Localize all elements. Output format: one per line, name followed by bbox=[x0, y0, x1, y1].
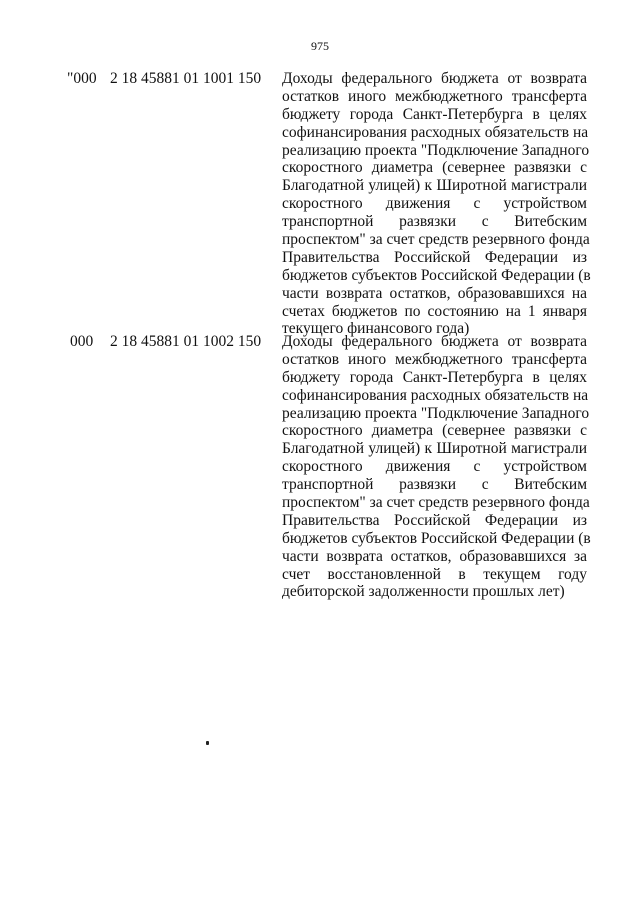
description-line: софинансирования расходных обязательств на bbox=[282, 123, 589, 141]
description-line: бюджетов субъектов Российской Федерации (в bbox=[282, 529, 591, 547]
description-line: Правительства Российской Федерации из bbox=[282, 511, 587, 529]
scan-speck bbox=[206, 741, 209, 745]
description-line: Благодатной улицей) к Широтной магистрали bbox=[282, 177, 587, 195]
description-line: скоростного диаметра (севернее развязки с bbox=[282, 422, 587, 440]
description-line: реализацию проекта "Подключение Западного bbox=[282, 141, 590, 159]
description-line: остатков иного межбюджетного трансферта bbox=[282, 350, 587, 368]
description-line: бюджетов субъектов Российской Федерации (в bbox=[282, 266, 591, 284]
administrator-code: "000 bbox=[67, 70, 97, 87]
description-line: скоростного движения с устройством bbox=[282, 195, 587, 213]
income-description bbox=[282, 70, 591, 338]
description-line: софинансирования расходных обязательств на bbox=[282, 386, 589, 404]
description-line: Правительства Российской Федерации из bbox=[282, 248, 587, 266]
description-line: Доходы федерального бюджета от возврата bbox=[282, 70, 587, 87]
description-line: транспортной развязки с Витебским bbox=[282, 213, 587, 231]
description-line: проспектом" за счет средств резервного фонда bbox=[282, 231, 590, 249]
budget-classification-code: 2 18 45881 01 1001 150 bbox=[110, 70, 262, 87]
description-line: остатков иного межбюджетного трансферта bbox=[282, 87, 587, 105]
description-line: Доходы федерального бюджета от возврата bbox=[282, 333, 587, 350]
description-line: счет восстановленной в текущем году bbox=[282, 565, 587, 583]
description-line: части возврата остатков, образовавшихся за bbox=[282, 547, 587, 565]
description-line: бюджету города Санкт-Петербурга в целях bbox=[282, 105, 587, 123]
administrator-code: 000 bbox=[70, 333, 94, 350]
description-line: текущего финансового года) bbox=[282, 320, 470, 338]
description-line: дебиторской задолженности прошлых лет) bbox=[282, 583, 565, 601]
description-line: скоростного движения с устройством bbox=[282, 458, 587, 476]
description-line: транспортной развязки с Витебским bbox=[282, 476, 587, 494]
description-line: проспектом" за счет средств резервного фонда bbox=[282, 494, 590, 512]
description-line: части возврата остатков, образовавшихся на bbox=[282, 284, 587, 302]
description-line: реализацию проекта "Подключение Западного bbox=[282, 404, 590, 422]
description-line: скоростного диаметра (севернее развязки с bbox=[282, 159, 587, 177]
description-line: счетах бюджетов по состоянию на 1 января bbox=[282, 302, 587, 320]
budget-classification-code: 2 18 45881 01 1002 150 bbox=[110, 333, 262, 350]
description-line: бюджету города Санкт-Петербурга в целях bbox=[282, 368, 587, 386]
page-number: 975 bbox=[311, 39, 329, 53]
income-description bbox=[282, 333, 591, 601]
description-line: Благодатной улицей) к Широтной магистрали bbox=[282, 440, 587, 458]
